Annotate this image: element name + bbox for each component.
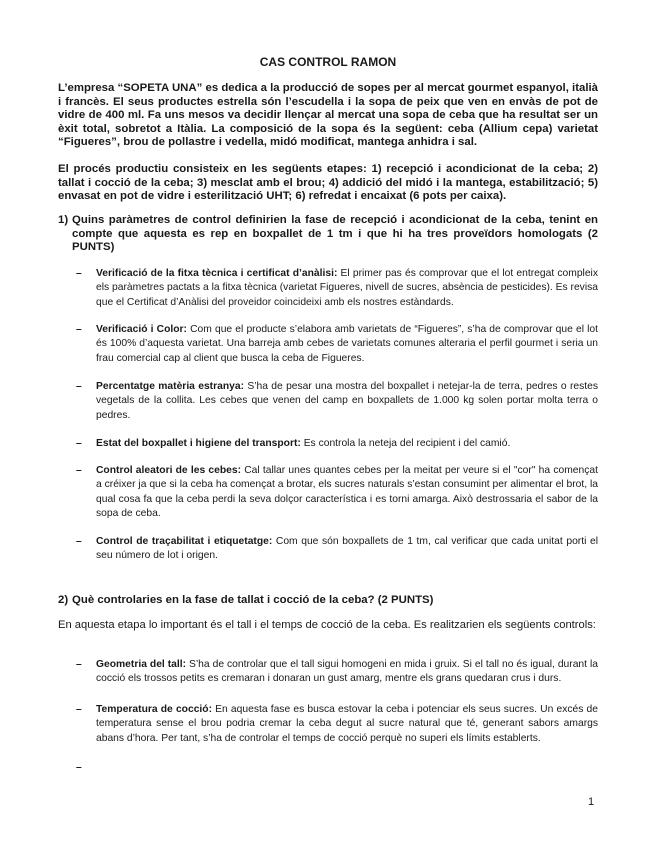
process-paragraph: El procés productiu consisteix en les següents etapes: 1) recepció i acondicionat de la ceba; 2) tallat i cocció de la ceba; 3) mesclat amb el brou; 4) addició del midó i la mantega, estabilització; 5) envasat en pot de vidre i esterilització UHT; 6) refredat i encaixat (6 pots per caixa). [58,163,598,203]
item-text: Com que el producte s’elabora amb varietats de “Figueres”, s’ha de comprovar que el lot és 100% d’aquesta varietat. Una barreja amb cebes de varietats comunes alteraria el perfil gourmet i seria un frau comercial cap al client que busca la ceba de Figueres. [96,324,598,364]
item-text: En aquesta fase es busca estovar la ceba i potenciar els seus sucres. Un excés de temperatura sense el brou podria cremar la ceba degut al sucre natural que té, generant sabors amargs abans d’hora. Per tant, s’ha de controlar el temps de cocció perquè no superi els límits establerts. [96,704,598,744]
item-text: Es controla la neteja del recipient i del camió. [300,438,511,449]
list-item [76,267,598,310]
item-heading: Estat del boxpallet i higiene del transport: [96,438,301,449]
item-heading: Verificació de la fitxa tècnica i certificat d’anàlisi: [96,268,338,279]
question-2-intro: En aquesta etapa lo important és el tall i el temps de cocció de la ceba. Es realitzarien els següents controls: [58,619,596,631]
dash-bullet: – [76,324,82,335]
item-heading: Temperatura de cocció: [96,704,212,715]
question-1-text: Quins paràmetres de control definirien la fase de recepció i acondicionat de la ceba, tenint en compte que aquesta es rep en boxpallet de 1 tm i que hi ha tres proveïdors homologats (2 PUNTS) [72,214,598,254]
dash-bullet: – [76,381,82,392]
item-text: Com que són boxpallets de 1 tm, cal verificar que cada unitat porti el seu número de lot i origen. [96,536,598,562]
question-1-number: 1) [58,214,69,226]
list-item [76,464,598,522]
item-text: S’ha de pesar una mostra del boxpallet i netejar-la de terra, pedres o restes vegetals de la collita. Les cebes que venen del camp en boxpallets de 1.000 kg solen portar molta terra o pedres. [96,381,598,421]
item-text: Cal tallar unes quantes cebes per la meitat per veure si el "cor" ha començat a créixer ja que si la ceba ha començat a brotar, els sucres naturals s’estan consumint per alimentar el brot, la qual cosa fa que la ceba perdi la seva dolçor característica i es torni amarga. Això destrossaria el sabor de la sopa de ceba. [96,465,598,520]
dash-bullet: – [76,704,82,715]
item-heading: Verificació i Color: [96,324,187,335]
dash-bullet: – [76,438,82,449]
intro-paragraph: L’empresa “SOPETA UNA” es dedica a la producció de sopes per al mercat gourmet espanyol, italià i francès. El seus productes estrella són l’escudella i la sopa de peix que ven en envàs de pot de vidre de 400 ml. Fa uns mesos va decidir llençar al mercat una sopa de ceba que ha resultat ser un èxit total, sobretot a Itàlia. La composició de la sopa és la següent: ceba (Allium cepa) varietat “Figueres”, brou de pollastre i vedella, midó modificat, mantega anhidra i sal. [58,82,598,149]
dash-bullet: – [76,762,82,773]
item-heading: Geometria del tall: [96,659,187,670]
dash-bullet: – [76,536,82,547]
list-item [76,658,598,687]
list-item [76,535,598,564]
dash-bullet: – [76,268,82,279]
dash-bullet: – [76,465,82,476]
question-1 [58,214,598,255]
list-item [76,703,598,746]
list-item [76,437,598,451]
item-heading: Control aleatori de les cebes: [96,465,241,476]
page-number: 1 [588,796,595,808]
item-text: El primer pas és comprovar que el lot entregat compleix els paràmetres pactats a la fitxa tècnica (varietat Figueres, nivell de sucres, absència de pesticides). Es revisa que el Certificat d’Anàlisi del proveidor coincideixi amb els nostres estàndards. [96,268,598,308]
dash-bullet: – [76,659,82,670]
item-heading: Control de traçabilitat i etiquetatge: [96,536,273,547]
question-2 [58,594,598,608]
question-2-text: Què controlaries en la fase de tallat i cocció de la ceba? (2 PUNTS) [72,594,434,606]
question-2-number: 2) [58,594,69,606]
list-item [76,380,598,423]
item-text: S’ha de controlar que el tall sigui homogeni en mida i gruix. Si el tall no és igual, durant la cocció els trossos petits es cremaran i donaran un gust amarg, mentre els grans quedaran crus i durs. [96,659,599,685]
item-heading: Percentatge matèria estranya: [96,381,245,392]
list-item [76,323,598,366]
document-title: CAS CONTROL RAMON [259,55,397,69]
